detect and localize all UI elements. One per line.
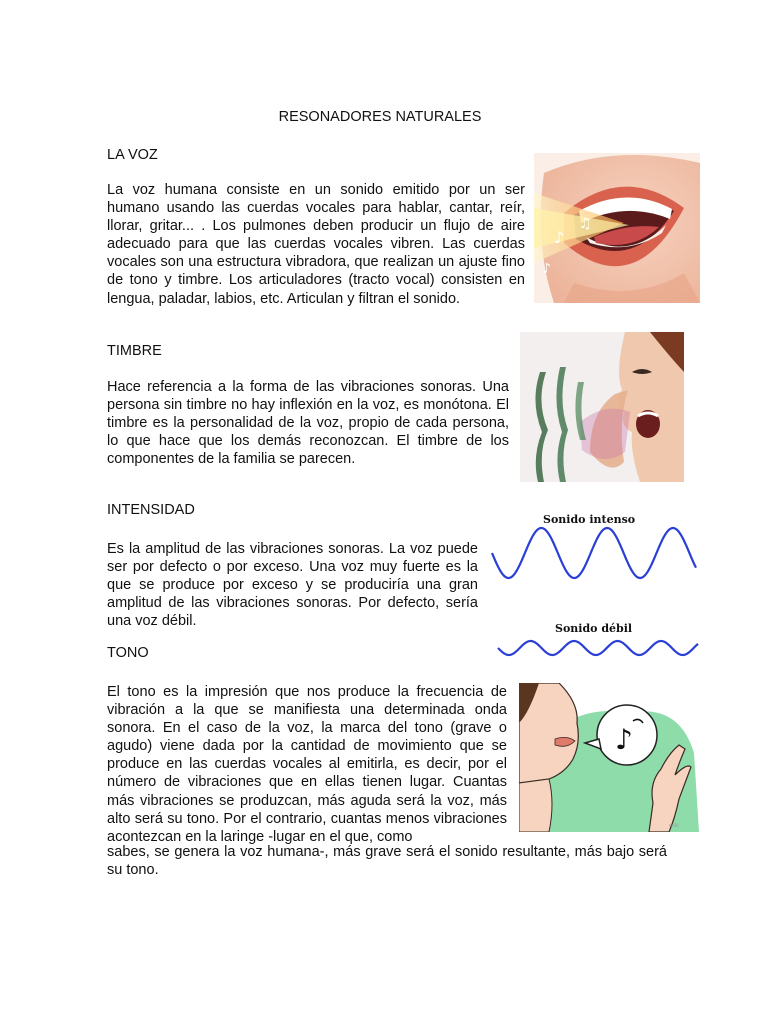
svg-text:♪: ♪ — [554, 228, 565, 247]
paragraph-intensidad: Es la amplitud de las vibraciones sonoras. La voz puede ser por defecto o por exceso. Una voz muy fuerte es la que se produce por exceso y se produciría una gran amplitud de las vibraciones sonoras. Por defecto, sería una voz débil. — [107, 541, 478, 630]
paragraph-timbre: Hace referencia a la forma de las vibraciones sonoras. Una persona sin timbre no hay inflexión en la voz, es monótona. El timbre es la personalidad de la voz, propio de cada persona, lo que hace que los demás reconozcan. El timbre de los componentes de la familia se parecen. — [107, 379, 509, 468]
heading-tono: TONO — [107, 645, 149, 661]
page-title: RESONADORES NATURALES — [278, 109, 482, 125]
svg-text:♫: ♫ — [579, 216, 592, 232]
woman-speaking-image — [519, 683, 699, 832]
paragraph-tono: El tono es la impresión que nos produce la frecuencia de vibración a la que se manifiesta una determinada onda sonora. En el caso de la voz, la marca del tono (grave o agudo) viene dada por la cantidad de movimiento que se produce en las cuerdas vocales al emitirla, es decir, por el número de vibraciones que en ellas tienen lugar. Cuantas más vibraciones se produzcan, más aguda será la voz, más alto será su tono. Por el contrario, cuantas menos vibraciones acontezcan en la laringe -lugar en el que, como — [107, 684, 507, 845]
heading-la-voz: LA VOZ — [107, 147, 158, 163]
wave-debil — [498, 641, 698, 655]
label-sonido-intenso: Sonido intenso — [543, 513, 636, 526]
paragraph-la-voz: La voz humana consiste en un sonido emitido por un ser humano usando las cuerdas vocales para hablar, cantar, reír, llorar, gritar... . Los pulmones deben producir un flujo de aire adecuado para que las cuerdas vocales vibren. Las cuerdas vocales son una estructura vibradora, que realizan un ajuste fino de tono y timbre. Los articuladores (tracto vocal) consisten en lengua, paladar, labios, etc. Articulan y filtran el sonido. — [107, 182, 525, 307]
svg-text:♪: ♪ — [542, 261, 551, 277]
sound-waves-figure — [488, 506, 700, 662]
label-sonido-debil: Sonido débil — [555, 622, 633, 635]
heading-timbre: TIMBRE — [107, 343, 162, 359]
svg-text:wiki: wiki — [669, 823, 679, 829]
svg-text:♪: ♪ — [615, 723, 633, 756]
mouth-singing-image — [534, 153, 700, 303]
wave-intenso — [492, 528, 696, 578]
person-shouting-image — [520, 332, 684, 482]
heading-intensidad: INTENSIDAD — [107, 502, 195, 518]
paragraph-tono-continued: sabes, se genera la voz humana-, más grave será el sonido resultante, más bajo será su tono. — [107, 844, 667, 879]
